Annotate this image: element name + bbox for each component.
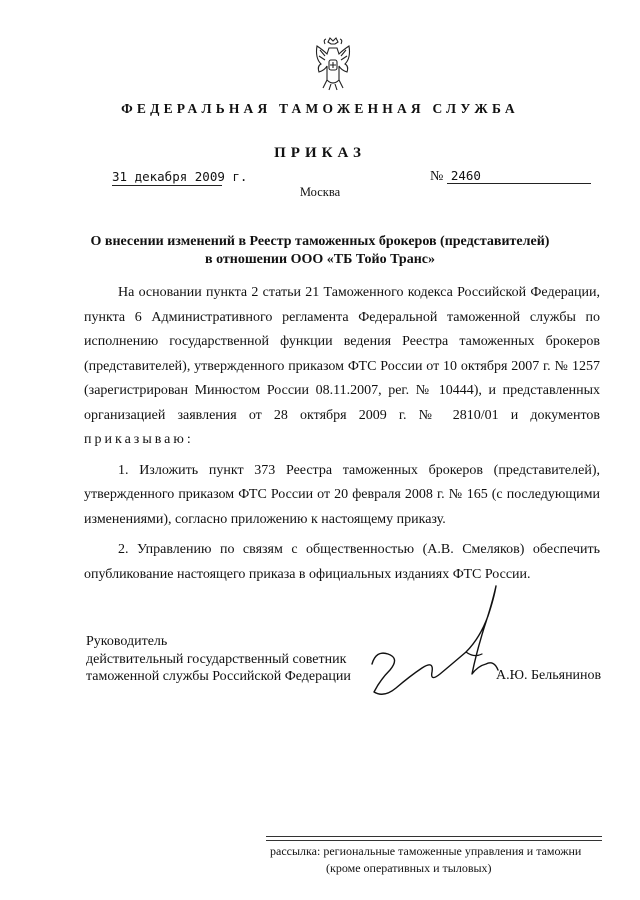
city-label: Москва (299, 185, 341, 199)
document-type-title: ПРИКАЗ (274, 145, 366, 161)
order-number-line (430, 168, 598, 185)
coat-of-arms-icon (311, 36, 355, 92)
number-sign: № (430, 169, 444, 184)
order-item-2: 2. Управлению по связям с общественностью (А.В. Смеляков) обеспечить опубликование настоящего приказа в официальных изданиях ФТС России. (84, 542, 600, 582)
order-subject (60, 233, 580, 269)
order-item-1: 1. Изложить пункт 373 Реестра таможенных брокеров (представителей), утвержденного приказом ФТС России от 20 февраля 2008 г. № 165 (с последующими изменениями), согласно приложению к настоящему приказу. (84, 462, 600, 527)
distribution-divider-2 (266, 840, 602, 841)
order-body (84, 281, 600, 587)
handwritten-signature (370, 580, 520, 710)
signatory-name: А.Ю. Бельянинов (496, 668, 602, 683)
preamble-text: На основании пункта 2 статьи 21 Таможенного кодекса Российской Федерации, пункта 6 Административного регламента Федеральной таможенной службы по исполнению государственной функции ведения Реестра таможенных брокеров (представителей), утвержденного приказом ФТС России от 10 октября 2007 г. № 1257 (зарегистрирован Минюстом России 08.11.2007, рег. № 10444), и представленных организацией заявления от 28 октября 2009 г. № 2810/01 и документов (84, 285, 600, 423)
order-number: 2460 (447, 168, 591, 184)
preamble-paragraph (84, 281, 600, 453)
signatory-title (86, 633, 351, 686)
distribution-list (270, 843, 610, 877)
distribution-divider (266, 836, 602, 837)
agency-name: ФЕДЕРАЛЬНАЯ ТАМОЖЕННАЯ СЛУЖБА (121, 101, 519, 116)
signatory-title-line-3: таможенной службы Российской Федерации (86, 669, 351, 684)
order-date: 31 декабря 2009 г. (112, 169, 248, 184)
subject-line-2: в отношении ООО «ТБ Тойо Транс» (205, 252, 435, 267)
subject-line-1: О внесении изменений в Реестр таможенных брокеров (представителей) (90, 234, 550, 249)
distribution-line-1: рассылка: региональные таможенные управления и таможни (270, 844, 582, 858)
order-word: приказываю: (84, 432, 194, 447)
signatory-title-line-2: действительный государственный советник (86, 651, 347, 667)
signatory-title-line-1: Руководитель (86, 634, 168, 649)
distribution-line-2: (кроме оперативных и тыловых) (326, 861, 492, 875)
